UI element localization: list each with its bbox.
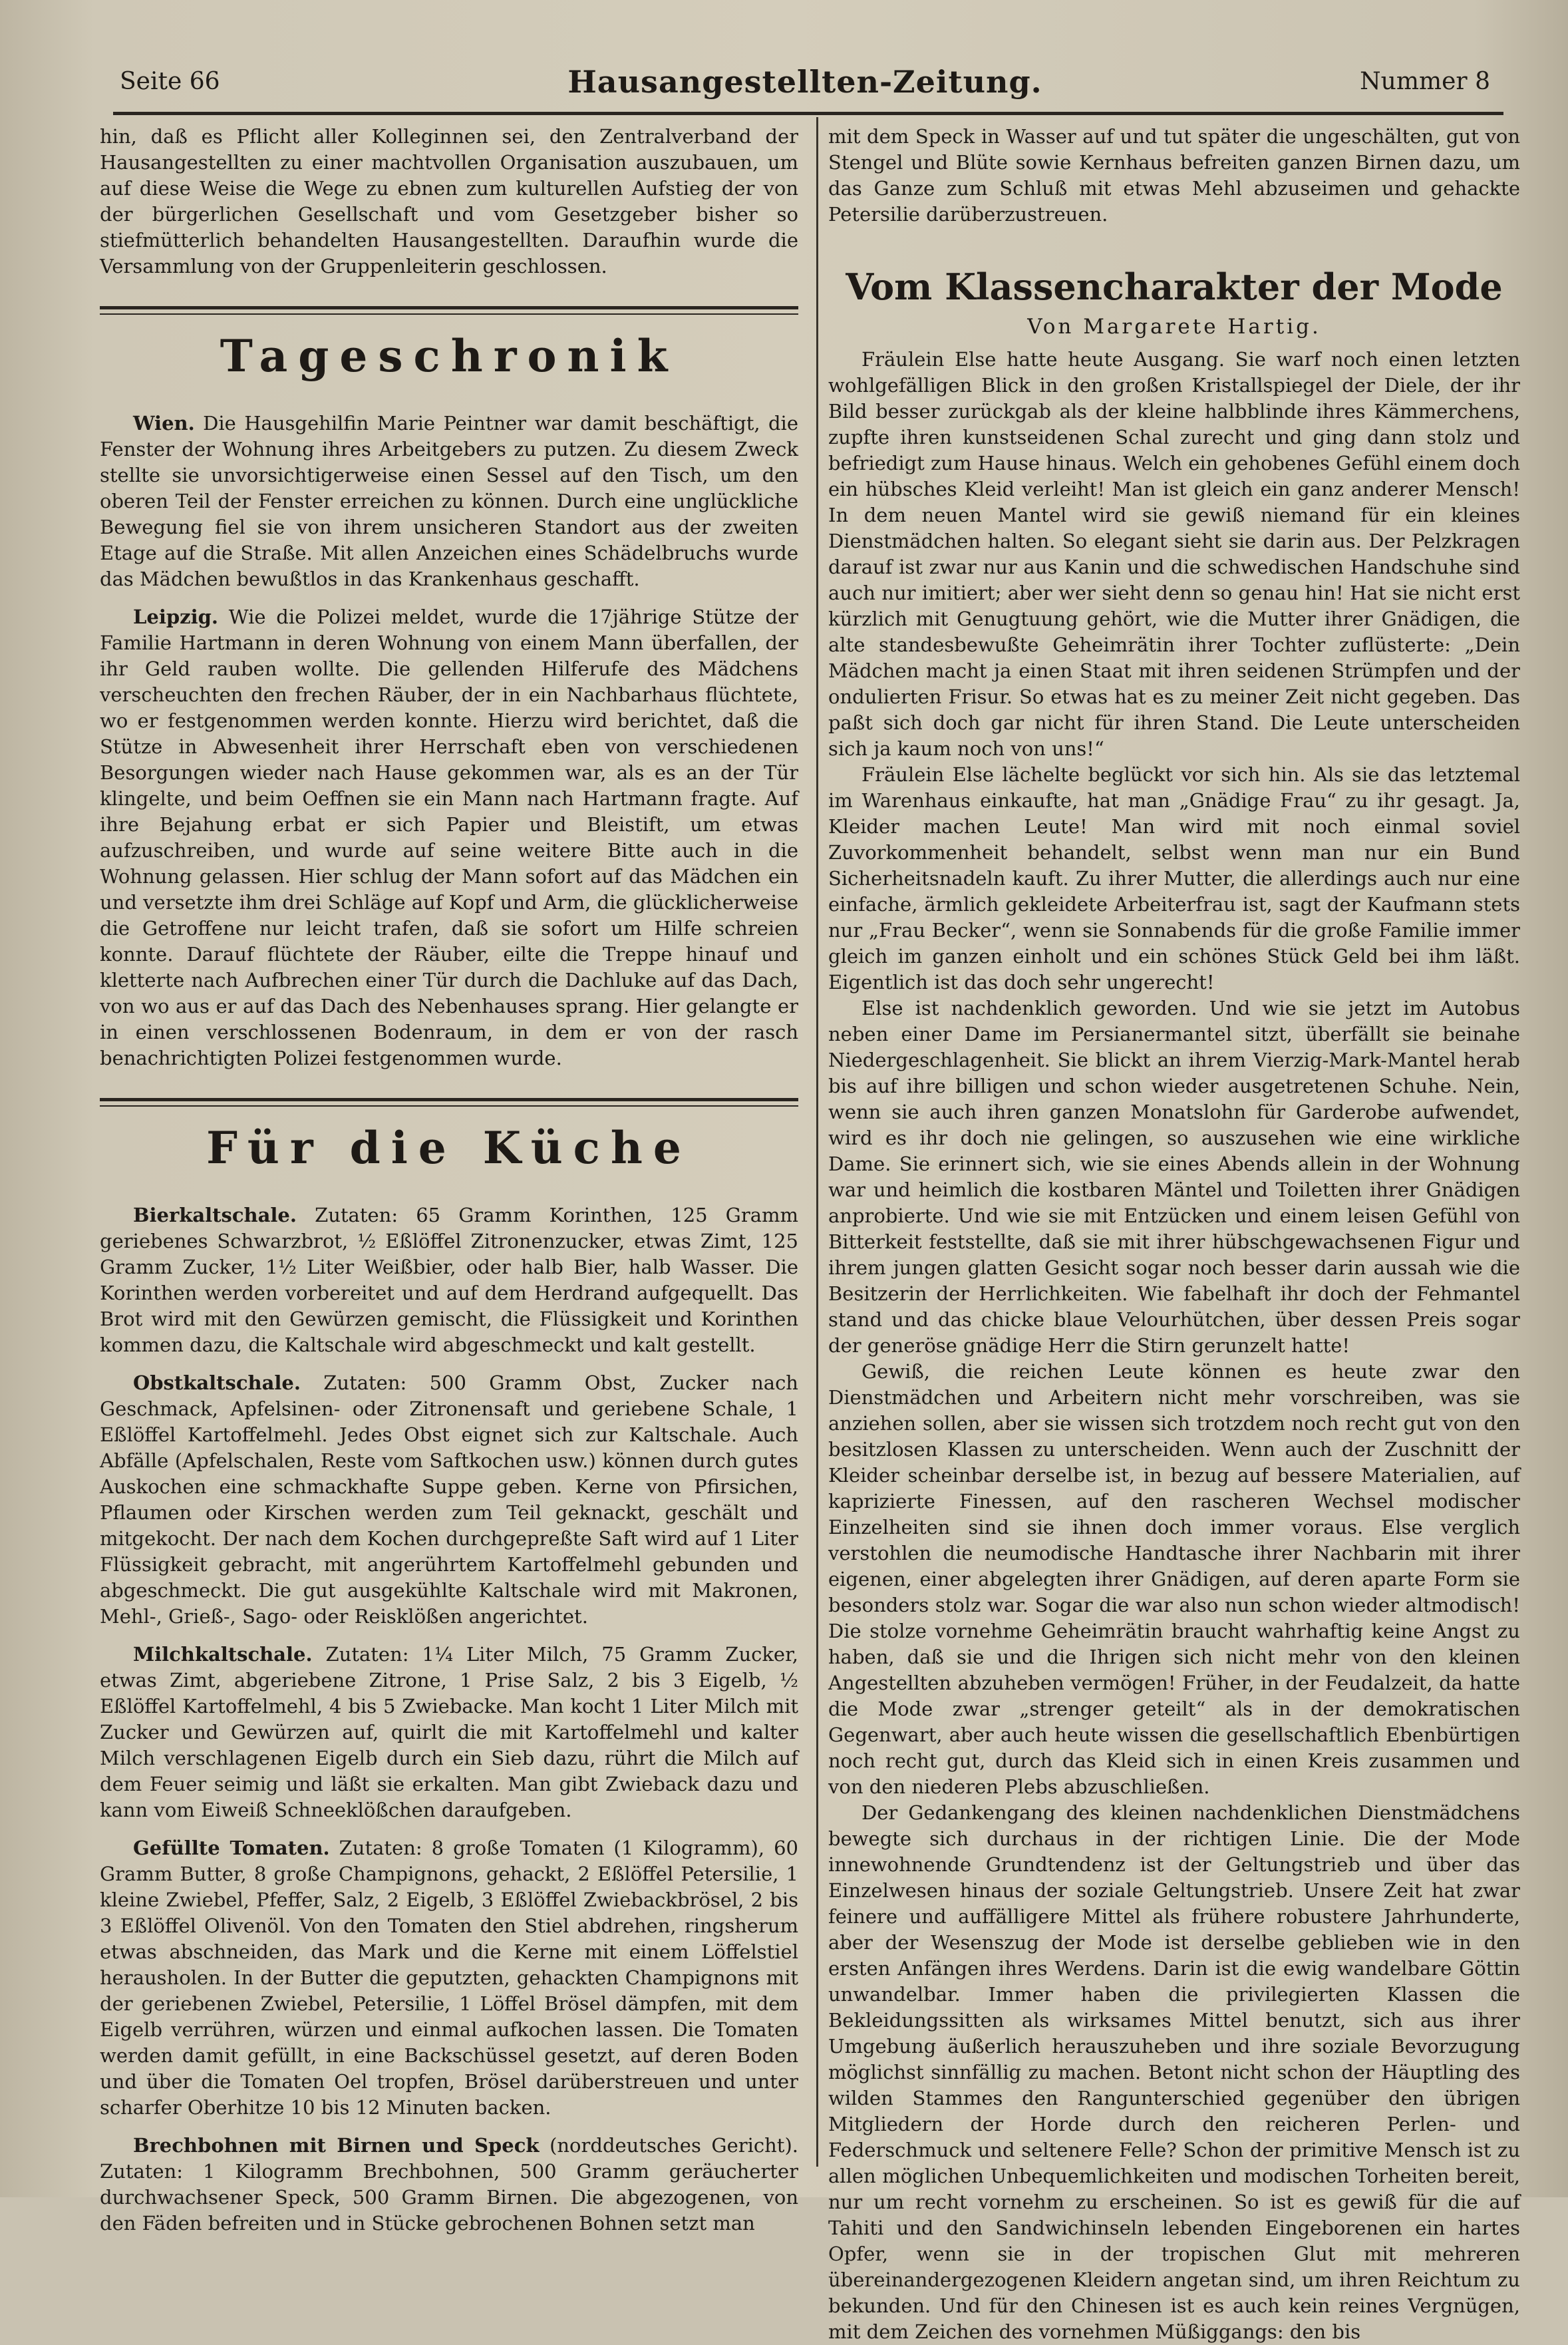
section-title-kueche: Für die Küche xyxy=(206,1122,692,1174)
issue-number: Nummer 8 xyxy=(1360,68,1490,95)
section-title-tageschronik: Tageschronik xyxy=(220,330,679,382)
page-number: Seite 66 xyxy=(120,68,220,95)
section-rule-thin xyxy=(100,1105,798,1107)
recipe xyxy=(100,1370,798,1630)
article-paragraph: Else ist nachdenklich geworden. Und wie sie jetzt im Autobus neben einer Dame im Persianermantel sitzt, überfällt sie beinahe Niedergeschlagenheit. Sie blickt an ihrem Vierzig-Mark-Mantel herab bis auf ihre billigen und schon wieder ausgetretenen Schuhe. Nein, wenn sie auch ihren ganzen Monatslohn für Garderobe aufwendet, wird es ihr doch nie gelingen, so auszusehen wie eine wirkliche Dame. Sie erinnert sich, wie sie eines Abends allein in der Wohnung war und heimlich die kostbaren Mäntel und Toiletten ihrer Gnädigen anprobierte. Und wie sie mit Entzücken und einem leisen Gefühl von Bitterkeit feststellte, daß sie mit ihrer hübschgewachsenen Figur und ihrem jungen glatten Gesicht sogar noch besser darin aussah wie die Besitzerin der Herrlichkeiten. Wie fabelhaft ihr doch der Fehmantel stand und das chicke blaue Velourhütchen, über dessen Preis sogar der generöse gnädige Herr die Stirn gerunzelt hatte! xyxy=(828,997,1520,1357)
article-title: Vom Klassencharakter der Mode xyxy=(846,266,1503,308)
intro-paragraph: hin, daß es Pflicht aller Kolleginnen sei, den Zentralverband der Hausangestellten zu einer machtvollen Organisation auszubauen, um auf diese Weise die Wege zu ebnen zum kulturellen Aufstieg der von der bürgerlichen Gesellschaft und vom Gesetzgeber bisher so stiefmütterlich behandelten Hausangestellten. Daraufhin wurde die Versammlung von der Gruppenleiterin geschlossen. xyxy=(100,125,798,277)
recipe-text: Zutaten: 65 Gramm Korinthen, 125 Gramm geriebenes Schwarzbrot, ½ Eßlöffel Zitronenzucker, etwas Zimt, 125 Gramm Zucker, 1½ Liter Weißbier, oder halb Bier, halb Wasser. Die Korinthen werden vorbereitet und auf dem Herdrand aufgequellt. Das Brot wird mit den Gewürzen gemischt, die Flüssigkeit und Korinthen kommen dazu, die Kaltschale wird abgeschmeckt und kalt gestellt. xyxy=(100,1204,798,1356)
recipe-name: Gefüllte Tomaten. xyxy=(133,1837,330,1859)
recipe-name: Obstkaltschale. xyxy=(133,1371,301,1394)
left-column xyxy=(100,124,798,2235)
recipe-text: (norddeutsches Gericht). Zutaten: 1 Kilogramm Brechbohnen, 500 Gramm geräucherter durchwachsener Speck, 500 Gramm Birnen. Die abgezogenen, von den Fäden befreiten und in Stücke gebrochenen Bohnen setzt man xyxy=(100,2134,798,2235)
news-dateline: Wien. xyxy=(133,412,195,435)
news-dateline: Leipzig. xyxy=(133,606,218,628)
recipe-continuation: mit dem Speck in Wasser auf und tut später die ungeschälten, gut von Stengel und Blüte sowie Kernhaus befreiten ganzen Birnen dazu, um das Ganze zum Schluß mit etwas Mehl abzuseimen und gehackte Petersilie darüberzustreuen. xyxy=(828,125,1520,226)
recipe xyxy=(100,2133,798,2237)
section-rule-thin xyxy=(100,313,798,315)
recipe-name: Brechbohnen mit Birnen und Speck xyxy=(133,2134,540,2157)
recipe xyxy=(100,1642,798,1823)
recipe xyxy=(100,1202,798,1358)
article-paragraph: Der Gedankengang des kleinen nachdenklichen Dienstmädchens bewegte sich durchaus in der richtigen Linie. Die der Mode innewohnende Grundtendenz ist der Geltungstrieb und über das Einzelwesen hinaus der soziale Geltungstrieb. Unsere Zeit hat zwar feinere und auffälligere Mittel als frühere robustere Jahrhunderte, aber der Wesenszug der Mode ist derselbe geblieben wie in den ersten Anfängen ihres Werdens. Darin ist die ewig wandelbare Göttin unwandelbar. Immer haben die privilegierten Klassen die Bekleidungssitten als wirksames Mittel benutzt, sich aus ihrer Umgebung äußerlich herauszuheben und ihre soziale Bevorzugung möglichst sinnfällig zu machen. Betont nicht schon der Häuptling des wilden Stammes den Rangunterschied gegenüber den übrigen Mitgliedern der Horde durch den reicheren Perlen- und Federschmuck und seltenere Felle? Schon der primitive Mensch ist zu allen möglichen Unbequemlichkeiten und modischen Torheiten bereit, nur um recht vornehm zu erscheinen. So ist es gewiß für die auf Tahiti und den Sandwichinseln lebenden Eingeborenen ein hartes Opfer, wenn sie in der tropischen Glut mit mehreren übereinandergezogenen Kleidern angetan sind, um ihren Reichtum zu bekunden. Und für den Chinesen ist es auch kein reines Vergnügen, mit dem Zeichen des vornehmen Müßiggangs: den bis xyxy=(828,1801,1520,2343)
news-item xyxy=(100,604,798,1071)
section-rule xyxy=(100,306,798,309)
recipe-text: Zutaten: 1¼ Liter Milch, 75 Gramm Zucker, etwas Zimt, abgeriebene Zitrone, 1 Prise Salz, 2 bis 3 Eigelb, ½ Eßlöffel Kartoffelmehl, 4 bis 5 Zwiebacke. Man kocht 1 Liter Milch mit Zucker und Gewürzen auf, quirlt die mit Kartoffelmehl und kalter Milch verschlagenen Eigelb durch ein Sieb dazu, rührt die Milch auf dem Feuer seimig und läßt sie erkalten. Man gibt Zwieback dazu und kann vom Eiweiß Schneeklößchen daraufgeben. xyxy=(100,1643,798,1821)
masthead-title: Hausangestellten-Zeitung. xyxy=(567,64,1042,100)
header-rule xyxy=(113,112,1503,115)
column-divider xyxy=(816,117,818,2167)
page-header xyxy=(113,64,1497,104)
article-paragraph: Fräulein Else lächelte beglückt vor sich hin. Als sie das letztemal im Warenhaus einkaufte, hat man „Gnädige Frau“ zu ihr gesagt. Ja, Kleider machen Leute! Man wird mit noch einmal soviel Zuvorkommenheit behandelt, selbst wenn man nur ein Bund Sicherheitsnadeln kauft. Zu ihrer Mutter, die allerdings auch nur eine einfache, ärmlich gekleidete Arbeiterfrau ist, sagt der Kaufmann stets nur „Frau Becker“, wenn sie Sonnabends für die große Familie immer gleich im ganzen einholt und ein schönes Stück Geld bei ihm läßt. Eigentlich ist das doch sehr ungerecht! xyxy=(828,763,1520,993)
recipe-text: Zutaten: 8 große Tomaten (1 Kilogramm), 60 Gramm Butter, 8 große Champignons, gehackt, 2 Eßlöffel Petersilie, 1 kleine Zwiebel, Pfeffer, Salz, 2 Eigelb, 3 Eßlöffel Zwiebackbrösel, 2 bis 3 Eßlöffel Olivenöl. Von den Tomaten den Stiel abdrehen, ringsherum etwas abschneiden, das Mark und die Kerne mit einem Löffelstiel herausholen. In der Butter die geputzten, gehackten Champignons mit der geriebenen Zwiebel, Petersilie, 1 Löffel Brösel dämpfen, mit dem Eigelb verrühren, würzen und einmal aufkochen lassen. Die Tomaten werden damit gefüllt, in eine Backschüssel gesetzt, auf deren Boden und über die Tomaten Oel tropfen, Brösel darüberstreuen und unter scharfer Oberhitze 10 bis 12 Minuten backen. xyxy=(100,1837,798,2119)
article-paragraph: Fräulein Else hatte heute Ausgang. Sie warf noch einen letzten wohlgefälligen Blick in den großen Kristallspiegel der Diele, der ihr Bild besser zurückgab als der kleine halbblinde ihres Kämmerchens, zupfte ihren kunstseidenen Schal zurecht und ging dann stolz und befriedigt zum Hause hinaus. Welch ein gehobenes Gefühl einem doch ein hübsches Kleid verleiht! Man ist gleich ein ganz anderer Mensch! In dem neuen Mantel wird sie gewiß niemand für ein kleines Dienstmädchen halten. So elegant sieht sie darin aus. Der Pelzkragen darauf ist zwar nur aus Kanin und die schwedischen Handschuhe sind auch nur imitiert; aber wer sieht denn so genau hin! Hat sie nicht erst kürzlich mit Genugtuung gehört, wie die Mutter ihrer Gnädigen, die alte standesbewußte Geheimrätin ihrer Tochter zuflüsterte: „Dein Mädchen macht ja einen Staat mit ihren seidenen Strümpfen und der ondulierten Frisur. So etwas hat es zu meiner Zeit nicht gegeben. Das paßt sich doch gar nicht für ihren Stand. Die Leute unterscheiden sich ja kaum noch von uns!“ xyxy=(828,348,1520,760)
section-rule xyxy=(100,1098,798,1101)
article-paragraph: Gewiß, die reichen Leute können es heute zwar den Dienstmädchen und Arbeitern nicht mehr vorschreiben, was sie anziehen sollen, aber sie wissen sich trotzdem noch recht gut von den besitzlosen Klassen zu unterscheiden. Wenn auch der Zuschnitt der Kleider scheinbar derselbe ist, in bezug auf bessere Materialien, auf kaprizierte Finessen, auf den rascheren Wechsel modischer Einzelheiten sind sie ihnen doch immer voraus. Else verglich verstohlen die neumodische Handtasche ihrer Nachbarin mit ihrer eigenen, einer abgelegten ihrer Gnädigen, auf deren aparte Form sie besonders stolz war. Sogar die war also nun schon wieder altmodisch! Die stolze vornehme Geheimrätin braucht wahrhaftig keine Angst zu haben, daß sie und die Ihrigen sich nicht mehr von den kleinen Angestellten abzuheben vermögen! Früher, in der Feudalzeit, da hatte die Mode zwar „strenger geteilt“ als in der demokratischen Gegenwart, aber auch heute wissen die gesellschaftlich Ebenbürtigen noch recht gut, durch das Kleid sich in einen Kreis zusammen und von den niederen Plebs abzuschließen. xyxy=(828,1360,1520,1798)
article-byline: Von Margarete Hartig. xyxy=(1027,315,1321,339)
news-item xyxy=(100,411,798,592)
news-text: Wie die Polizei meldet, wurde die 17jährige Stütze der Familie Hartmann in deren Wohnung von einem Mann überfallen, der ihr Geld rauben wollte. Die gellenden Hilferufe des Mädchens verscheuchten den frechen Räuber, der in ein Nachbarhaus flüchtete, wo er festgenommen werden konnte. Hierzu wird berichtet, daß die Stütze in Abwesenheit ihrer Herrschaft eben von verschiedenen Besorgungen wieder nach Hause gekommen war, als es an der Tür klingelte, und beim Oeffnen sie ein Mann nach Hartmann fragte. Auf ihre Bejahung erbat er sich Papier und Bleistift, um etwas aufzuschreiben, und wurde auf seine weitere Bitte auch in die Wohnung gelassen. Hier schlug der Mann sofort auf das Mädchen ein und versetzte ihm drei Schläge auf Kopf und Arm, die glücklicherweise die Getroffene nur leicht trafen, daß sie sofort um Hilfe schreien konnte. Darauf flüchtete der Räuber, eilte die Treppe hinauf und kletterte nach Aufbrechen einer Tür durch die Dachluke auf das Dach, von wo aus er auf das Dach des Nebenhauses sprang. Hier gelangte er in einen verschlossenen Bodenraum, in dem er von der rasch benachrichtigten Polizei festgenommen wurde. xyxy=(100,606,798,1069)
recipe-name: Milchkaltschale. xyxy=(133,1643,313,1666)
recipe xyxy=(100,1835,798,2121)
recipe-text: Zutaten: 500 Gramm Obst, Zucker nach Geschmack, Apfelsinen- oder Zitronensaft und geriebene Schale, 1 Eßlöffel Kartoffelmehl. Jedes Obst eignet sich zur Kaltschale. Auch Abfälle (Apfelschalen, Reste vom Saftkochen usw.) können durch gutes Auskochen eine schmackhafte Suppe geben. Kerne von Pfirsichen, Pflaumen oder Kirschen werden zum Teil geknackt, geschält und mitgekocht. Der nach dem Kochen durchgepreßte Saft wird auf 1 Liter Flüssigkeit gebracht, mit angerührtem Kartoffelmehl gebunden und abgeschmeckt. Die gut ausgekühlte Kaltschale wird mit Makronen, Mehl-, Grieß-, Sago- oder Reisklößen angerichtet. xyxy=(100,1371,798,1628)
news-text: Die Hausgehilfin Marie Peintner war damit beschäftigt, die Fenster der Wohnung ihres Arbeitgebers zu putzen. Zu diesem Zweck stellte sie unvorsichtigerweise einen Sessel auf den Tisch, um den oberen Teil der Fenster erreichen zu können. Durch eine unglückliche Bewegung fiel sie von ihrem unsicheren Standort aus der zweiten Etage auf die Straße. Mit allen Anzeichen eines Schädelbruchs wurde das Mädchen bewußtlos in das Krankenhaus geschafft. xyxy=(100,412,798,590)
recipe-name: Bierkaltschale. xyxy=(133,1204,297,1226)
right-column xyxy=(828,124,1520,2343)
